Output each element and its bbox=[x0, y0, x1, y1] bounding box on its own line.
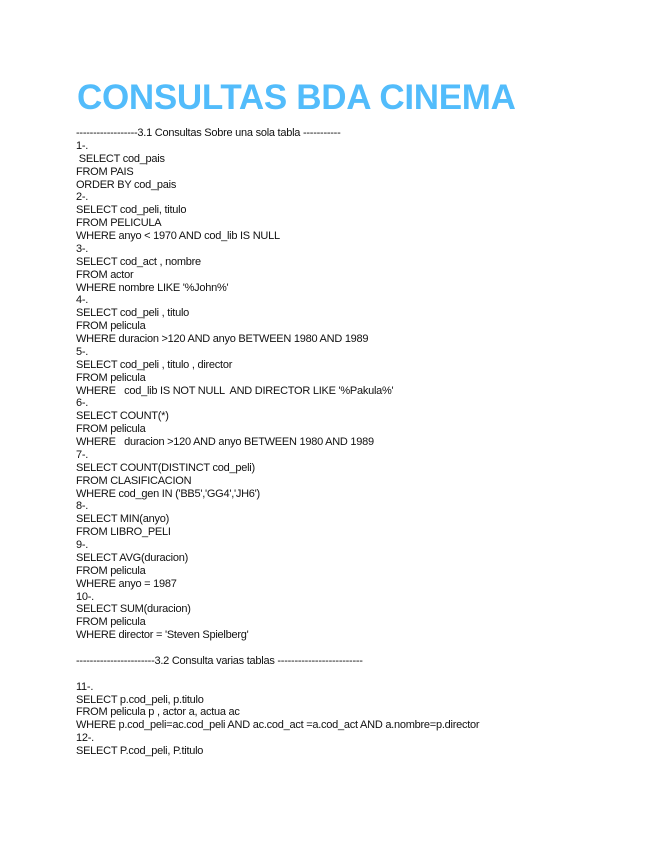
text-line: FROM LIBRO_PELI bbox=[76, 526, 171, 539]
document-title: CONSULTAS BDA CINEMA bbox=[77, 78, 516, 117]
text-line: 11-. bbox=[76, 680, 94, 693]
text-line: WHERE nombre LIKE '%John%' bbox=[76, 281, 229, 294]
section-heading: -----------------------3.2 Consulta varias tablas ------------------------- bbox=[76, 654, 363, 667]
text-line: 5-. bbox=[76, 345, 89, 358]
text-line: WHERE duracion >120 AND anyo BETWEEN 1980 AND 1989 bbox=[76, 333, 369, 345]
text-line: SELECT COUNT(DISTINCT cod_peli) bbox=[76, 461, 255, 474]
text-line: SELECT cod_act , nombre bbox=[76, 255, 201, 268]
text-line: FROM PELICULA bbox=[76, 217, 162, 230]
text-line: FROM actor bbox=[76, 268, 134, 281]
text-line: SELECT AVG(duracion) bbox=[76, 551, 188, 564]
text-line: FROM pelicula bbox=[76, 423, 146, 436]
text-line: 3-. bbox=[76, 242, 89, 255]
text-line: WHERE anyo = 1987 bbox=[76, 577, 177, 590]
text-line: FROM pelicula bbox=[76, 371, 146, 384]
blank-line bbox=[76, 668, 479, 681]
text-line: FROM pelicula bbox=[76, 564, 146, 577]
blank-line bbox=[76, 642, 479, 655]
section-heading: ------------------3.1 Consultas Sobre una sola tabla ----------- bbox=[76, 127, 341, 139]
text-line: FROM CLASIFICACION bbox=[76, 474, 192, 487]
text-line: FROM pelicula bbox=[76, 320, 146, 333]
text-line: SELECT cod_peli, titulo bbox=[76, 204, 187, 217]
text-line: WHERE cod_gen IN ('BB5','GG4','JH6') bbox=[76, 487, 260, 500]
text-line: FROM pelicula bbox=[76, 616, 146, 629]
text-line: SELECT p.cod_peli, p.titulo bbox=[76, 693, 204, 706]
text-line: ORDER BY cod_pais bbox=[76, 178, 177, 191]
text-line: 2-. bbox=[76, 191, 89, 204]
text-line: SELECT P.cod_peli, P.titulo bbox=[76, 745, 204, 757]
text-line: WHERE p.cod_peli=ac.cod_peli AND ac.cod_act =a.cod_act AND a.nombre=p.director bbox=[76, 719, 480, 732]
text-line: WHERE director = 'Steven Spielberg' bbox=[76, 629, 249, 642]
text-line: SELECT cod_pais bbox=[76, 152, 165, 165]
text-line: 9-. bbox=[76, 539, 89, 551]
text-line: 12-. bbox=[76, 732, 94, 745]
text-line: FROM pelicula p , actor a, actua ac bbox=[76, 706, 240, 719]
text-line: SELECT cod_peli , titulo , director bbox=[76, 358, 233, 371]
text-line: SELECT MIN(anyo) bbox=[76, 513, 169, 526]
text-line: WHERE duracion >120 AND anyo BETWEEN 1980 AND 1989 bbox=[76, 436, 374, 448]
text-line: SELECT COUNT(*) bbox=[76, 410, 169, 423]
text-line: 8-. bbox=[76, 500, 89, 513]
text-line: 7-. bbox=[76, 448, 89, 461]
text-line: SELECT cod_peli , titulo bbox=[76, 307, 190, 320]
text-line: WHERE anyo < 1970 AND cod_lib IS NULL bbox=[76, 230, 280, 242]
document-body bbox=[76, 127, 479, 758]
text-line: 1-. bbox=[76, 139, 89, 152]
text-line: 4-. bbox=[76, 294, 89, 307]
text-line: WHERE cod_lib IS NOT NULL AND DIRECTOR LIKE '%Pakula%' bbox=[76, 384, 394, 397]
text-line: FROM PAIS bbox=[76, 165, 134, 178]
text-line: SELECT SUM(duracion) bbox=[76, 603, 191, 616]
text-line: 10-. bbox=[76, 590, 94, 603]
text-line: 6-. bbox=[76, 397, 89, 410]
